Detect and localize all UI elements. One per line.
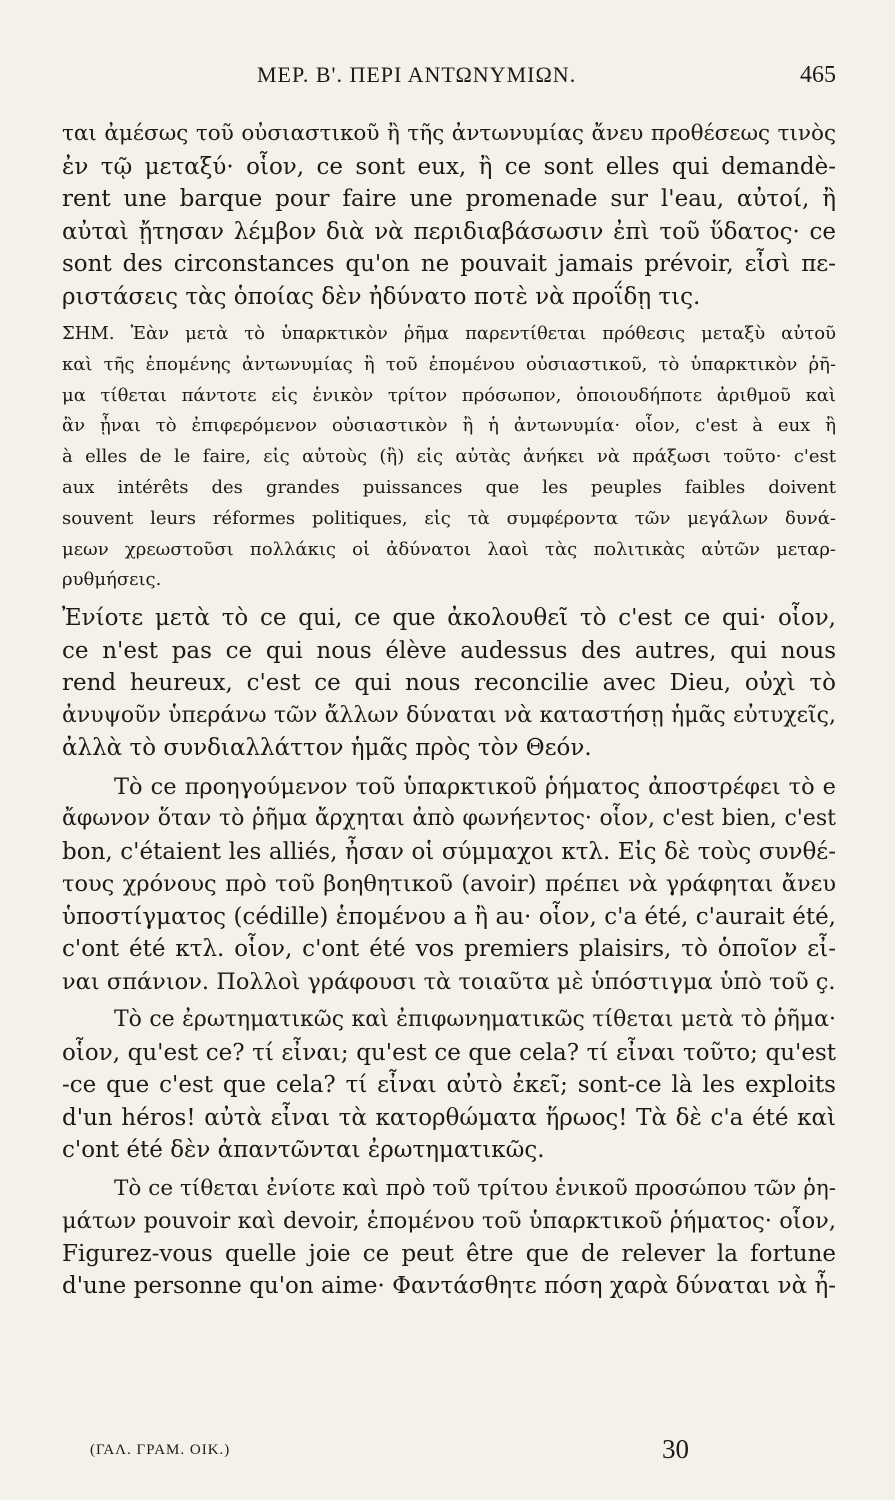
text-line: ἀνυψοῦν ὑπεράνω τῶν ἄλλων δύναται νὰ καταστήσῃ ἡμᾶς εὐτυχεῖς,: [62, 702, 836, 728]
note-line: καὶ τῆς ἑπομένης ἀντωνυμίας ἢ τοῦ ἑπομένου οὐσιαστικοῦ, τὸ ὑπαρκτικὸν ῥῆ-: [62, 353, 836, 375]
note-line: ρυθμήσεις.: [62, 569, 162, 591]
text-line: c'ont été κτλ. οἷον, c'ont été vos premiers plaisirs, τὸ ὁποῖον εἶ-: [62, 936, 836, 963]
text-line: τους χρόνους πρὸ τοῦ βοηθητικοῦ (avoir) πρέπει νὰ γράφηται ἄνευ: [62, 871, 836, 898]
text-line: rent une barque pour faire une promenade sur l'eau, αὐτοί, ἢ: [62, 186, 836, 212]
text-line: ὑποστίγματος (cédille) ἑπομένου a ἢ au· οἷον, c'a été, c'aurait été,: [62, 903, 836, 930]
paragraph-1: [62, 118, 836, 313]
text-line: bon, c'étaient les alliés, ἦσαν οἱ σύμμαχοι κτλ. Εἰς δὲ τοὺς συνθέ-: [62, 838, 836, 865]
text-line: ἄφωνον ὅταν τὸ ῥῆμα ἄρχηται ἀπὸ φωνήεντος· οἷον, c'est bien, c'est: [62, 806, 836, 832]
note-line: μεων χρεωστοῦσι πολλάκις οἱ ἀδύνατοι λαοὶ τὰς πολιτικὰς αὐτῶν μεταρ-: [62, 538, 836, 560]
text-line: μάτων pouvoir καὶ devoir, ἑπομένου τοῦ ὑπαρκτικοῦ ῥήματος· οἷον,: [62, 1208, 836, 1235]
text-line: ἐν τῷ μεταξύ· οἷον, ce sont eux, ἢ ce sont elles qui demandè-: [62, 153, 836, 180]
text-line: Τὸ ce ἐρωτηματικῶς καὶ ἐπιφωνηματικῶς τίθεται μετὰ τὸ ῥῆμα·: [114, 1007, 836, 1033]
text-line: οἷον, qu'est ce? τί εἶναι; qu'est ce que cela? τί εἶναι τοῦτο; qu'est: [62, 1039, 836, 1066]
paragraph-5: [62, 1173, 836, 1303]
text-line: Figurez-vous quelle joie ce peut être que de relever la fortune: [62, 1240, 836, 1267]
paragraph-2: [62, 602, 836, 765]
running-title: ΜΕΡ. Β'. ΠΕΡΙ ΑΝΤΩΝΥΜΙΩΝ.: [257, 62, 577, 87]
note-line: ἂν ᾖναι τὸ ἐπιφερόμενον οὐσιαστικὸν ἢ ἡ ἀντωνυμία· οἷον, c'est à eux ἢ: [62, 415, 836, 437]
printer-signature: (ΓΑΛ. ΓΡΑΜ. ΟΙΚ.): [90, 1442, 231, 1458]
text-line: αὐταὶ ᾔτησαν λέμβον διὰ νὰ περιδιαβάσωσιν ἐπὶ τοῦ ὕδατος· ce: [62, 218, 836, 245]
text-line: d'une personne qu'on aime· Φαντάσθητε πόση χαρὰ δύναται νὰ ἦ-: [62, 1273, 836, 1300]
text-line: Τὸ ce τίθεται ἐνίοτε καὶ πρὸ τοῦ τρίτου ἑνικοῦ προσώπου τῶν ῥη-: [114, 1175, 836, 1201]
text-line: c'ont été δὲν ἀπαντῶνται ἐρωτηματικῶς.: [62, 1137, 545, 1164]
text-line: ce n'est pas ce qui nous élève audessus des autres, qui nous: [62, 637, 836, 664]
paragraph-4: [62, 1004, 836, 1167]
text-line: ριστάσεις τὰς ὁποίας δὲν ἠδύνατο ποτὲ νὰ προΐδῃ τις.: [62, 283, 701, 310]
note-line: à elles de le faire, εἰς αὐτοὺς (ἢ) εἰς αὐτὰς ἀνήκει νὰ πράξωσι τοῦτο· c'est: [62, 446, 836, 468]
body-text: [62, 118, 836, 1303]
note-line: aux intérêts des grandes puissances que les peuples faibles doivent: [62, 476, 836, 498]
note-line: μα τίθεται πάντοτε εἰς ἑνικὸν τρίτον πρόσωπον, ὁποιουδήποτε ἀριθμοῦ καὶ: [62, 384, 836, 406]
running-header: [62, 62, 836, 92]
text-line: sont des circonstances qu'on ne pouvait jamais prévoir, εἶσὶ πε-: [62, 251, 836, 277]
text-line: ναι σπάνιον. Πολλοὶ γράφουσι τὰ τοιαῦτα μὲ ὑπόστιγμα ὑπὸ τοῦ ç.: [62, 968, 836, 995]
sheet-number: 30: [662, 1434, 689, 1464]
note-line: ΣΗΜ. Ἐὰν μετὰ τὸ ὑπαρκτικὸν ῥῆμα παρεντίθεται πρόθεσις μεταξὺ αὐτοῦ: [62, 323, 836, 344]
text-line: Ἐνίοτε μετὰ τὸ ce qui, ce que ἀκολουθεῖ τὸ c'est ce qui· οἷον,: [62, 605, 836, 632]
note-line: souvent leurs réformes politiques, εἰς τὰ συμφέροντα τῶν μεγάλων δυνά-: [62, 507, 836, 529]
text-line: ἀλλὰ τὸ συνδιαλλάττον ἡμᾶς πρὸς τὸν Θεόν.: [62, 735, 592, 762]
page-footer: [62, 1434, 836, 1468]
text-line: Τὸ ce προηγούμενον τοῦ ὑπαρκτικοῦ ῥήματος ἀποστρέφει τὸ e: [114, 773, 836, 800]
text-line: -ce que c'est que cela? τί εἶναι αὐτὸ ἐκεῖ; sont-ce là les exploits: [62, 1072, 836, 1099]
note-block: [62, 319, 836, 596]
text-line: rend heureux, c'est ce qui nous reconcilie avec Dieu, οὐχὶ τὸ: [62, 670, 836, 697]
paragraph-3: [62, 771, 836, 999]
text-line: d'un héros! αὐτὰ εἶναι τὰ κατορθώματα ἥρωος! Τὰ δὲ c'a été καὶ: [62, 1104, 836, 1131]
text-line: ται ἀμέσως τοῦ οὐσιαστικοῦ ἢ τῆς ἀντωνυμίας ἄνευ προθέσεως τινὸς: [62, 121, 836, 146]
page-number: 465: [800, 62, 836, 88]
